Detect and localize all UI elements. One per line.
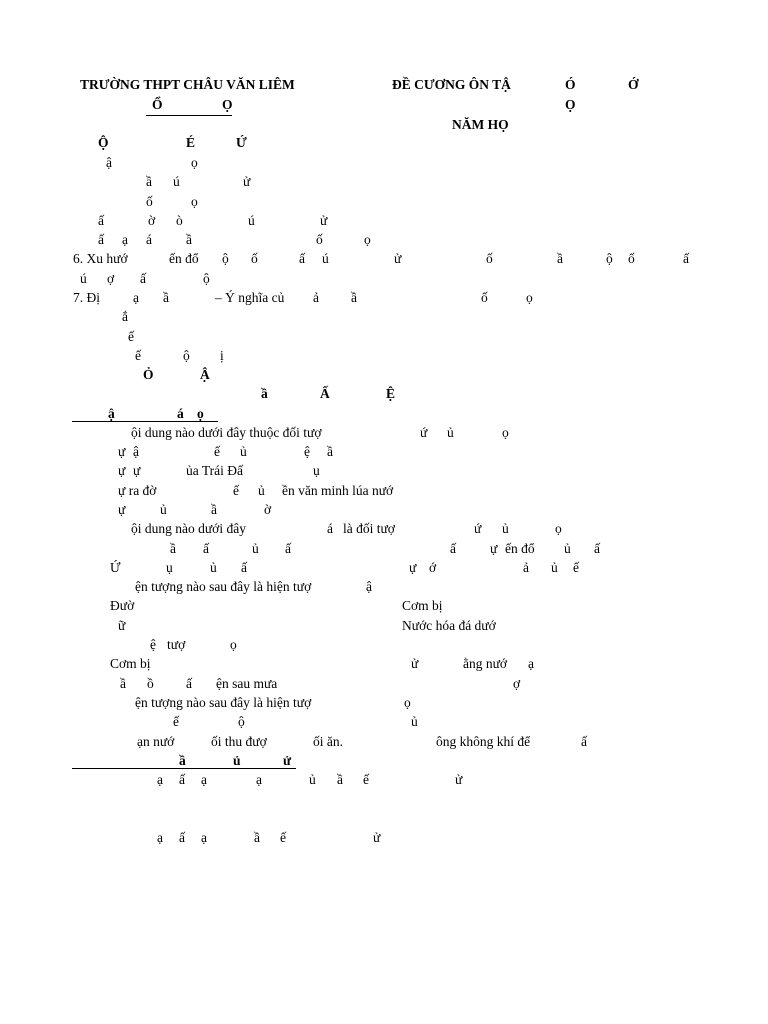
text-fragment: ạ (201, 772, 207, 787)
text-fragment: ự (118, 444, 126, 459)
part2-subheading-fragment: Ệ (386, 386, 396, 401)
text-fragment: ấ (98, 213, 104, 228)
section-a-underline (72, 421, 218, 422)
option-b: Cơm bị (402, 598, 443, 613)
text-fragment: ế (363, 772, 369, 787)
text-fragment: ợ (107, 271, 115, 286)
section-b-heading-fragment: ủ (233, 753, 241, 768)
text-fragment: ạ (157, 830, 163, 845)
text-fragment: ạ (201, 830, 207, 845)
question-stem: ện tượng nào sau đây là hiện tượ (135, 579, 312, 594)
section-a-heading-fragment: ậ (108, 406, 115, 421)
text-fragment: ộ (222, 251, 229, 266)
title-fragment: Ớ (628, 77, 639, 92)
text-fragment: ế (214, 444, 220, 459)
text-fragment: ọ (191, 155, 198, 170)
text-fragment: ả (313, 290, 319, 305)
question-stem: ện tượng nào sau đây là hiện tượ (135, 695, 312, 710)
part2-subheading-fragment: ầ (261, 386, 268, 401)
text-fragment: ấ (450, 541, 456, 556)
text-fragment: ấ (594, 541, 600, 556)
header-underline (146, 115, 232, 116)
text-fragment: ứ (420, 425, 428, 440)
text-fragment: ạ (528, 656, 534, 671)
text-fragment: á (327, 521, 333, 536)
text-fragment: ậ (106, 155, 112, 170)
text-fragment: ứ (474, 521, 482, 536)
text-fragment: ầ (557, 251, 563, 266)
text-fragment: ồ (147, 676, 154, 691)
subtitle-fragment: Ọ (222, 97, 233, 112)
text-fragment: ớ (429, 560, 437, 575)
part1-heading-fragment: Ộ (98, 135, 109, 150)
text-fragment: ụ (313, 463, 320, 478)
text-fragment: ố (486, 251, 493, 266)
text-fragment: ự ra đờ (118, 483, 157, 498)
text-fragment: ối thu đượ (211, 734, 267, 749)
text-fragment: ủa Trái Đấ (186, 463, 243, 478)
text-fragment: ến đổ (169, 251, 199, 266)
subtitle-fragment: Ọ (565, 97, 576, 112)
text-fragment: ự (118, 502, 126, 517)
text-fragment: ú (80, 271, 87, 286)
item-6-text: 6. Xu hướ (73, 251, 128, 266)
text-fragment: ầ (337, 772, 343, 787)
school-year: NĂM HỌ (452, 117, 509, 132)
text-fragment: ọ (404, 695, 411, 710)
text-fragment: ủ (210, 560, 217, 575)
text-fragment: ủ (309, 772, 316, 787)
text-fragment: ố (146, 194, 153, 209)
text-fragment: ệ (150, 637, 156, 652)
text-fragment: ọ (364, 232, 371, 247)
text-fragment: ạ (256, 772, 262, 787)
text-fragment: ậ (366, 579, 372, 594)
text-fragment: ầ (254, 830, 260, 845)
text-fragment: ủ (447, 425, 454, 440)
text-fragment: ụ (166, 560, 173, 575)
text-fragment: ạ (133, 290, 139, 305)
text-fragment: ền văn minh lúa nướ (282, 483, 394, 498)
text-fragment: ử (373, 830, 381, 845)
text-fragment: ạ (122, 232, 128, 247)
text-fragment: ự (133, 463, 141, 478)
text-fragment: ợ (513, 676, 521, 691)
text-fragment: là đối tượ (343, 521, 395, 536)
text-fragment: ầ (120, 676, 126, 691)
part2-subheading-fragment: Ấ (320, 386, 330, 401)
text-fragment: ấ (186, 676, 192, 691)
text-fragment: ự (409, 560, 417, 575)
text-fragment: ộ (203, 271, 210, 286)
text-fragment: ế (128, 329, 134, 344)
text-fragment: ủ (240, 444, 247, 459)
text-fragment: ậ (133, 444, 139, 459)
text-fragment: ự (118, 463, 126, 478)
text-fragment: ọ (502, 425, 509, 440)
text-fragment: ấ (241, 560, 247, 575)
text-fragment: ò (176, 213, 183, 228)
text-fragment: ử (320, 213, 328, 228)
text-fragment: ộ (238, 714, 245, 729)
section-b-underline (72, 768, 296, 769)
text-fragment: ủ (551, 560, 558, 575)
text-fragment: ến đổ (505, 541, 535, 556)
text-fragment: – Ý nghĩa củ (215, 290, 285, 305)
text-fragment: ấ (203, 541, 209, 556)
part2-heading-fragment: Ậ (200, 367, 210, 382)
option-d: Nước hóa đá dướ (402, 618, 496, 633)
option-a: Cơm bị (110, 656, 151, 671)
text-fragment: ả (523, 560, 529, 575)
text-fragment: ử (455, 772, 463, 787)
text-fragment: ấ (98, 232, 104, 247)
text-fragment: ờ (264, 502, 272, 517)
text-fragment: ử (411, 656, 419, 671)
text-fragment: ầ (146, 174, 152, 189)
text-fragment: ú (248, 213, 255, 228)
text-fragment: á (146, 232, 152, 247)
text-fragment: ối ăn. (313, 734, 343, 749)
text-fragment: ầ (211, 502, 217, 517)
text-fragment: ủ (502, 521, 509, 536)
text-fragment: ấ (179, 830, 185, 845)
text-fragment: ầ (186, 232, 192, 247)
text-fragment: ạ (157, 772, 163, 787)
text-fragment: ầ (327, 444, 333, 459)
part2-heading-fragment: Ỏ (143, 367, 154, 382)
section-b-heading-fragment: ầ (179, 753, 186, 768)
question-stem: ội dung nào dưới đây thuộc đối tượ (131, 425, 322, 440)
text-fragment: ấ (140, 271, 146, 286)
text-fragment: ấ (179, 772, 185, 787)
text-fragment: ủ (564, 541, 571, 556)
text-fragment: ộ (606, 251, 613, 266)
part1-heading-fragment: Ứ (236, 135, 247, 150)
text-fragment: ọ (526, 290, 533, 305)
text-fragment: ầ (351, 290, 357, 305)
section-a-heading-fragment: ọ (197, 406, 204, 421)
text-fragment: ộ (183, 348, 190, 363)
section-a-heading-fragment: á (177, 406, 184, 421)
text-fragment: ị (220, 348, 224, 363)
text-fragment: ự (490, 541, 498, 556)
text-fragment: ọ (191, 194, 198, 209)
text-fragment: ằng nướ (463, 656, 508, 671)
text-fragment: ấ (683, 251, 689, 266)
text-fragment: ắ (122, 309, 128, 324)
text-fragment: ủ (252, 541, 259, 556)
text-fragment: ọ (230, 637, 237, 652)
text-fragment: Ứ (110, 560, 121, 575)
text-fragment: ấ (299, 251, 305, 266)
text-fragment: ện sau mưa (216, 676, 278, 691)
school-name: TRƯỜNG THPT CHÂU VĂN LIÊM (80, 77, 295, 92)
text-fragment: ế (173, 714, 179, 729)
section-b-heading-fragment: ử (283, 753, 292, 768)
option-c: ữ (118, 618, 126, 633)
text-fragment: ử (394, 251, 402, 266)
text-fragment: ủ (411, 714, 418, 729)
subtitle-fragment: Ổ (152, 97, 163, 112)
text-fragment: ố (316, 232, 323, 247)
text-fragment: ế (573, 560, 579, 575)
text-fragment: ệ (304, 444, 310, 459)
question-stem: ội dung nào dưới đây (131, 521, 246, 536)
item-7-text: 7. Đị (73, 290, 100, 305)
text-fragment: ế (280, 830, 286, 845)
outline-title: ĐỀ CƯƠNG ÔN TẬ (392, 77, 511, 92)
text-fragment: ố (251, 251, 258, 266)
text-fragment: ố (481, 290, 488, 305)
text-fragment: ủ (258, 483, 265, 498)
text-fragment: ọ (555, 521, 562, 536)
text-fragment: tượ (167, 637, 186, 652)
text-fragment: ờ (148, 213, 156, 228)
text-fragment: ế (233, 483, 239, 498)
title-fragment: Ó (565, 77, 576, 92)
text-fragment: ủ (160, 502, 167, 517)
text-fragment: ầ (163, 290, 169, 305)
text-fragment: ú (322, 251, 329, 266)
text-fragment: ấ (285, 541, 291, 556)
text-fragment: ấ (581, 734, 587, 749)
text-fragment: ú (173, 174, 180, 189)
part1-heading-fragment: É (186, 135, 196, 150)
text-fragment: ế (135, 348, 141, 363)
text-fragment: ạn nướ (137, 734, 175, 749)
option-a: Đườ (110, 598, 135, 613)
text-fragment: ử (243, 174, 251, 189)
text-fragment: ố (628, 251, 635, 266)
text-fragment: ông không khí để (436, 734, 531, 749)
text-fragment: ầ (170, 541, 176, 556)
